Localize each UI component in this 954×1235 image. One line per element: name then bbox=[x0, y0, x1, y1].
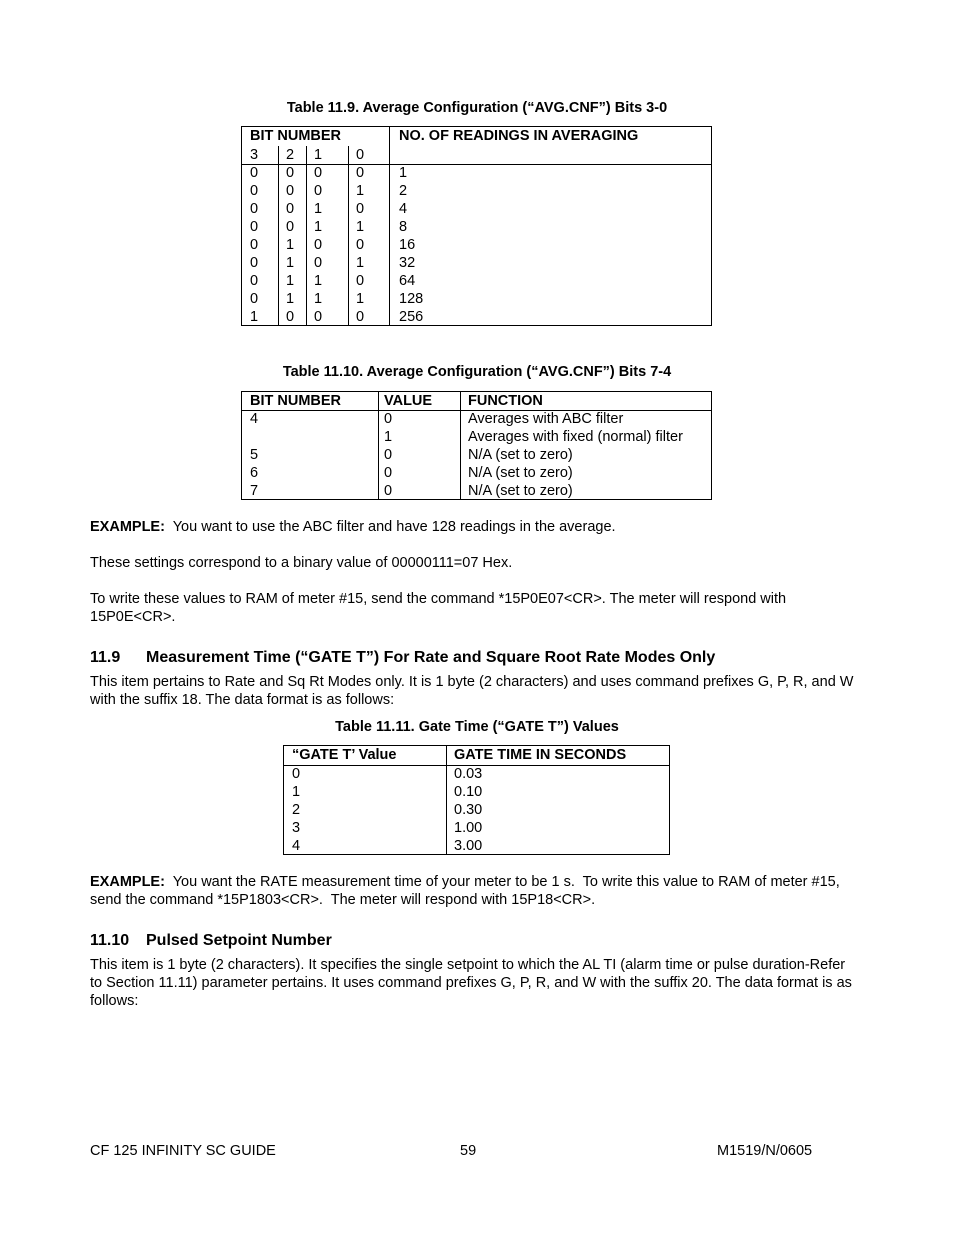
section-11-10-body: This item is 1 byte (2 characters). It specifies the single setpoint to which the AL TI (alarm time or pulse duration-Refer to Section 11.11) parameter pertains. It uses command prefixes G, P, R, and W with the suffix 20. The data format is as follows: bbox=[90, 957, 852, 1009]
bit-number-cell: 4 bbox=[250, 411, 259, 427]
header-bit-number: BIT NUMBER bbox=[250, 393, 342, 409]
gate-seconds-cell: 0.30 bbox=[454, 802, 483, 818]
header-gate-seconds: GATE TIME IN SECONDS bbox=[454, 747, 627, 763]
bit-3-cell: 0 bbox=[250, 165, 259, 181]
bit-divider bbox=[348, 146, 349, 325]
page-number: 59 bbox=[460, 1143, 477, 1159]
gate-seconds-cell: 0.03 bbox=[454, 766, 483, 782]
function-cell: N/A (set to zero) bbox=[468, 465, 573, 481]
bit-3-cell: 0 bbox=[250, 183, 259, 199]
bit-number-cell: 6 bbox=[250, 465, 259, 481]
bit-label: 2 bbox=[286, 147, 295, 163]
example-paragraph-2 bbox=[90, 873, 860, 909]
bit-3-cell: 0 bbox=[250, 291, 259, 307]
gate-value-cell: 1 bbox=[292, 784, 301, 800]
section-11-9-heading bbox=[90, 649, 715, 667]
function-cell: N/A (set to zero) bbox=[468, 483, 573, 499]
bit-divider bbox=[278, 146, 279, 325]
header-readings: NO. OF READINGS IN AVERAGING bbox=[399, 128, 639, 144]
bit-3-cell: 0 bbox=[250, 237, 259, 253]
header-divider bbox=[242, 164, 711, 165]
bit-3-cell: 0 bbox=[250, 255, 259, 271]
value-cell: 0 bbox=[384, 411, 393, 427]
bit-2-cell: 1 bbox=[286, 291, 295, 307]
bit-1-cell: 0 bbox=[314, 165, 323, 181]
readings-cell: 16 bbox=[399, 237, 416, 253]
table-11-10-caption: Table 11.10. Average Configuration (“AVG.CNF”) Bits 7-4 bbox=[282, 364, 672, 380]
bit-0-cell: 0 bbox=[356, 273, 365, 289]
bit-1-cell: 0 bbox=[314, 237, 323, 253]
bit-0-cell: 0 bbox=[356, 201, 365, 217]
function-cell: N/A (set to zero) bbox=[468, 447, 573, 463]
table-11-10 bbox=[241, 391, 712, 500]
gate-value-cell: 3 bbox=[292, 820, 301, 836]
gate-seconds-cell: 3.00 bbox=[454, 838, 483, 854]
bit-1-cell: 1 bbox=[314, 219, 323, 235]
bit-label: 0 bbox=[356, 147, 365, 163]
function-cell: Averages with fixed (normal) filter bbox=[468, 429, 683, 445]
readings-cell: 8 bbox=[399, 219, 408, 235]
bit-0-cell: 0 bbox=[356, 237, 365, 253]
header-bit-number: BIT NUMBER bbox=[250, 128, 342, 144]
section-number: 11.10 bbox=[90, 932, 130, 949]
bit-0-cell: 1 bbox=[356, 183, 365, 199]
write-command-paragraph: To write these values to RAM of meter #15, send the command *15P0E07<CR>. The meter will respond with 15P0E<CR>. bbox=[90, 591, 787, 625]
section-title: Measurement Time (“GATE T”) For Rate and Square Root Rate Modes Only bbox=[146, 649, 716, 666]
function-cell: Averages with ABC filter bbox=[468, 411, 624, 427]
bit-1-cell: 0 bbox=[314, 255, 323, 271]
footer-left: CF 125 INFINITY SC GUIDE bbox=[90, 1143, 276, 1159]
value-cell: 0 bbox=[384, 447, 393, 463]
gate-value-cell: 0 bbox=[292, 766, 301, 782]
bit-2-cell: 1 bbox=[286, 273, 295, 289]
bit-0-cell: 1 bbox=[356, 291, 365, 307]
binary-value-paragraph: These settings correspond to a binary value of 00000111=07 Hex. bbox=[90, 555, 513, 571]
example-label: EXAMPLE: bbox=[90, 874, 165, 890]
table-11-11 bbox=[283, 745, 670, 855]
bit-1-cell: 1 bbox=[314, 273, 323, 289]
value-cell: 1 bbox=[384, 429, 393, 445]
column-divider bbox=[460, 392, 461, 499]
section-11-9-body: This item pertains to Rate and Sq Rt Modes only. It is 1 byte (2 characters) and uses command prefixes G, P, R, and W with the suffix 18. The data format is as follows: bbox=[90, 674, 854, 708]
bit-number-cell: 7 bbox=[250, 483, 259, 499]
bit-number-cell: 5 bbox=[250, 447, 259, 463]
bit-0-cell: 0 bbox=[356, 309, 365, 325]
bit-2-cell: 0 bbox=[286, 183, 295, 199]
readings-cell: 2 bbox=[399, 183, 408, 199]
bit-3-cell: 0 bbox=[250, 219, 259, 235]
bit-3-cell: 1 bbox=[250, 309, 259, 325]
bit-divider bbox=[306, 146, 307, 325]
bit-3-cell: 0 bbox=[250, 273, 259, 289]
bit-0-cell: 1 bbox=[356, 255, 365, 271]
readings-cell: 128 bbox=[399, 291, 424, 307]
bit-1-cell: 1 bbox=[314, 291, 323, 307]
column-divider bbox=[389, 127, 390, 325]
section-11-10-heading bbox=[90, 932, 332, 950]
section-number: 11.9 bbox=[90, 649, 121, 666]
bit-0-cell: 0 bbox=[356, 165, 365, 181]
bit-1-cell: 1 bbox=[314, 201, 323, 217]
gate-value-cell: 4 bbox=[292, 838, 301, 854]
value-cell: 0 bbox=[384, 483, 393, 499]
example-label: EXAMPLE: bbox=[90, 519, 165, 535]
bit-1-cell: 0 bbox=[314, 309, 323, 325]
table-11-9 bbox=[241, 126, 712, 326]
bit-0-cell: 1 bbox=[356, 219, 365, 235]
example-paragraph-1 bbox=[90, 518, 860, 536]
bit-2-cell: 1 bbox=[286, 255, 295, 271]
bit-label: 3 bbox=[250, 147, 259, 163]
gate-seconds-cell: 0.10 bbox=[454, 784, 483, 800]
example-text: You want the RATE measurement time of your meter to be 1 s. To write this value to RAM of meter #15, send the command *15P1803<CR>. The meter will respond with 15P18<CR>. bbox=[90, 874, 844, 908]
readings-cell: 32 bbox=[399, 255, 416, 271]
bit-2-cell: 0 bbox=[286, 201, 295, 217]
readings-cell: 64 bbox=[399, 273, 416, 289]
readings-cell: 256 bbox=[399, 309, 424, 325]
bit-2-cell: 1 bbox=[286, 237, 295, 253]
table-11-11-caption: Table 11.11. Gate Time (“GATE T”) Values bbox=[335, 719, 619, 735]
table-11-9-caption: Table 11.9. Average Configuration (“AVG.CNF”) Bits 3-0 bbox=[286, 100, 668, 116]
example-text: You want to use the ABC filter and have 128 readings in the average. bbox=[164, 519, 616, 535]
header-function: FUNCTION bbox=[468, 393, 543, 409]
bit-2-cell: 0 bbox=[286, 309, 295, 325]
readings-cell: 4 bbox=[399, 201, 408, 217]
bit-3-cell: 0 bbox=[250, 201, 259, 217]
bit-label: 1 bbox=[314, 147, 323, 163]
gate-value-cell: 2 bbox=[292, 802, 301, 818]
value-cell: 0 bbox=[384, 465, 393, 481]
header-gate-value: “GATE T’ Value bbox=[292, 747, 397, 763]
section-title: Pulsed Setpoint Number bbox=[146, 932, 332, 949]
bit-2-cell: 0 bbox=[286, 219, 295, 235]
column-divider bbox=[378, 392, 379, 499]
bit-2-cell: 0 bbox=[286, 165, 295, 181]
column-divider bbox=[446, 746, 447, 854]
gate-seconds-cell: 1.00 bbox=[454, 820, 483, 836]
readings-cell: 1 bbox=[399, 165, 408, 181]
footer-right: M1519/N/0605 bbox=[717, 1143, 813, 1159]
header-value: VALUE bbox=[384, 393, 433, 409]
bit-1-cell: 0 bbox=[314, 183, 323, 199]
